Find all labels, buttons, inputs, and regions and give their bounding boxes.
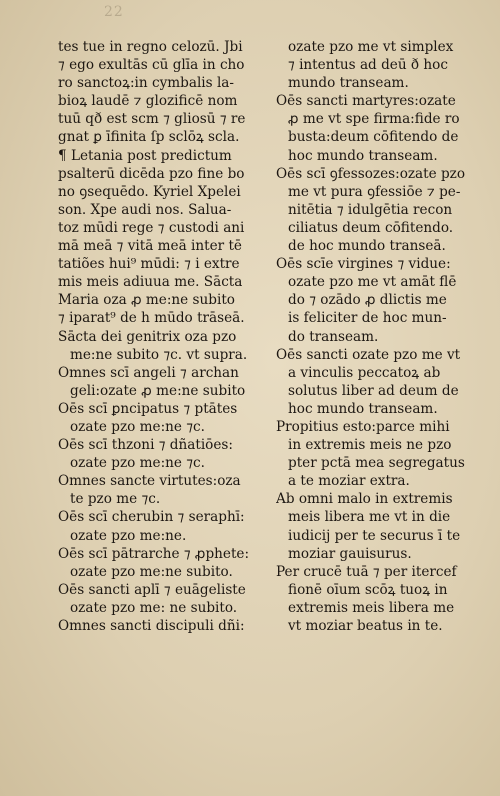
right-column-line: hoc mundo transeam. — [288, 400, 438, 417]
left-column-line: te pzo me ⁊c. — [70, 491, 161, 508]
left-column-line: geli:ozate ꝓ me:ne subito — [70, 382, 246, 399]
right-column-line: extremis meis libera me — [288, 599, 455, 616]
right-column-line: vt moziar beatus in te. — [288, 618, 443, 634]
right-column-line: is feliciter de hoc mun- — [288, 310, 447, 327]
right-column-line: ⁊ intentus ad deū ð hoc — [288, 57, 448, 74]
left-column-line: ozate pzo me:ne ⁊c. — [70, 418, 205, 435]
left-column-line: Omnes sancte virtutes:oza — [58, 473, 241, 490]
folio-number: 22 — [104, 4, 124, 20]
left-column-line: mis meis adiuua me. Sācta — [58, 274, 243, 291]
right-column-line: Oēs scīe virgines ⁊ vidue: — [276, 256, 451, 273]
right-column-line: me vt pura ꝯfessiōe ⁊ pe- — [288, 183, 461, 200]
left-column-line: mā meā ⁊ vitā meā inter tē — [58, 238, 242, 255]
right-column-line: a vinculis peccatoꝝ ab — [288, 364, 441, 381]
right-column-line: do transeam. — [288, 328, 379, 345]
left-column-line: ozate pzo me:ne subito. — [70, 563, 233, 580]
left-column-line: me:ne subito ⁊c. vt supra. — [70, 346, 248, 363]
left-column-line: ro sanctoꝝ:in cymbalis la- — [58, 75, 234, 92]
left-column-line: ozate pzo me: ne subito. — [70, 599, 238, 616]
right-column-line: in extremis meis ne pzo — [288, 437, 452, 454]
left-column-line: Oēs sancti aplī ⁊ euāgeliste — [58, 581, 246, 598]
left-column-line: ¶ Letania post predictum — [58, 147, 232, 164]
left-column-line: toz mūdi rege ⁊ custodi ani — [58, 219, 245, 236]
right-column-line: nitētia ⁊ idulgētia recon — [288, 201, 453, 218]
left-column-line: psalterū dicēda pzo fine bo — [58, 165, 245, 182]
left-column-line: Omnes scī angeli ⁊ archan — [58, 364, 239, 381]
right-column-line: Oēs sancti ozate pzo me vt — [276, 346, 461, 363]
right-column-line: Ab omni malo in extremis — [276, 491, 453, 508]
right-column-line: do ⁊ ozādo ꝓ dlictis me — [288, 292, 447, 309]
left-text-column — [58, 38, 270, 635]
right-column-line: Oēs sancti martyres:ozate — [276, 93, 456, 110]
left-column-line: bioꝝ laudē ⁊ glozificē nom — [58, 93, 238, 110]
left-column-line: Oēs scī ꝑncipatus ⁊ ptātes — [58, 400, 238, 417]
left-column-line: ⁊ ego exultās cū glīa in cho — [58, 57, 245, 74]
left-column-line: Omnes sancti discipuli dñi: — [58, 618, 245, 634]
left-column-line: tuū qð est scm ⁊ gliosū ⁊ re — [58, 111, 246, 128]
left-column-line: gnat ꝑ īfinita ſp sclōꝝ scla. — [58, 129, 240, 146]
left-column-line: Oēs scī pātrarche ⁊ ꝓphete: — [58, 545, 250, 562]
right-column-line: ozate pzo me vt amāt flē — [288, 274, 457, 291]
right-column-line: Oēs scī ꝯfessozes:ozate pzo — [276, 165, 466, 182]
left-column-line: Sācta dei genitrix oza pzo — [58, 328, 237, 345]
right-column-line: ciliatus deum cōfitendo. — [288, 219, 454, 236]
right-column-line: ꝓ me vt spe firma:fide ro — [288, 111, 460, 128]
right-column-line: mundo transeam. — [288, 75, 409, 92]
right-column-line: solutus liber ad deum de — [288, 382, 459, 399]
left-column-line: tes tue in regno celozū. Jbi — [58, 39, 243, 55]
left-column-line: son. Xpe audi nos. Salua- — [58, 201, 232, 218]
right-column-line: iudicij per te securus ī te — [288, 527, 461, 544]
right-column-line: meis libera me vt in die — [288, 509, 451, 526]
right-column-line: Propitius esto:parce mihi — [276, 418, 450, 435]
left-column-line: Oēs scī cherubin ⁊ seraphī: — [58, 509, 245, 526]
left-column-line: Oēs scī thzoni ⁊ dñatiōes: — [58, 437, 233, 454]
right-column-line: de hoc mundo transeā. — [288, 238, 446, 255]
left-column-line: ozate pzo me:ne ⁊c. — [70, 455, 205, 472]
right-text-column — [276, 38, 488, 635]
left-column-line: Maria oza ꝓ me:ne subito — [58, 292, 235, 309]
left-column-line: ⁊ iparat⁹ de h mūdo trāseā. — [58, 310, 245, 327]
right-column-line: fionē oīum scōꝝ tuoꝝ in — [288, 581, 448, 598]
right-column-line: hoc mundo transeam. — [288, 147, 438, 164]
right-column-line: ozate pzo me vt simplex — [288, 39, 454, 55]
left-column-line: ozate pzo me:ne. — [70, 527, 187, 544]
right-column-line: pter pctā mea segregatus — [288, 455, 465, 472]
left-column-line: tatiões hui⁹ mūdi: ⁊ i extre — [58, 256, 240, 273]
right-column-line: busta:deum cōfitendo de — [288, 129, 459, 146]
right-column-line: Per crucē tuā ⁊ per itercef — [276, 563, 457, 580]
right-column-line: a te moziar extra. — [288, 473, 410, 490]
right-column-line: moziar gauisurus. — [288, 545, 412, 562]
left-column-line: no ꝯsequēdo. Kyriel Xpelei — [58, 183, 241, 200]
